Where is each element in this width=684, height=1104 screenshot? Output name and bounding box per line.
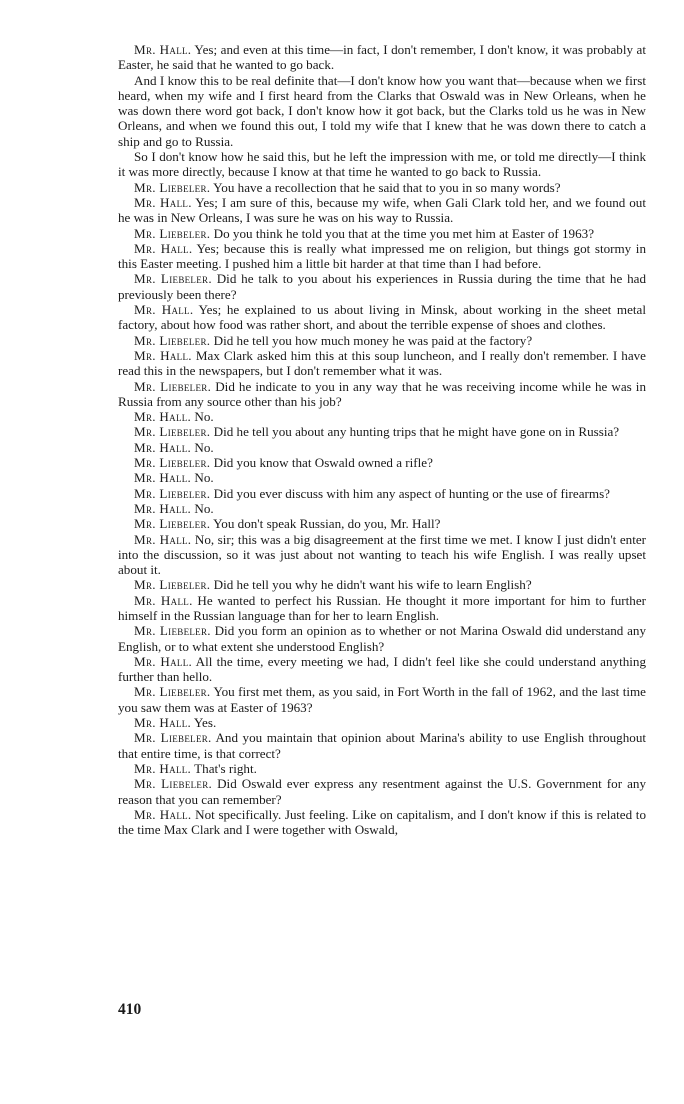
paragraph-text: Yes; because this is really what impressed me on religion, but things got stormy in this Easter meeting. I pushed him a little bit harder at that time than I had before. <box>118 240 646 272</box>
paragraph <box>118 807 646 838</box>
paragraph <box>118 73 646 149</box>
paragraph-text: Do you think he told you that at the time you met him at Easter of 1963? <box>210 225 595 241</box>
paragraph-text: Not specifically. Just feeling. Like on capitalism, and I don't know if this is related to the time Max Clark and I were together with Oswald, <box>118 806 646 838</box>
speaker-label: Mr. Hall. <box>134 42 192 57</box>
speaker-label: Mr. Liebeler. <box>134 332 211 348</box>
paragraph-text: You first met them, as you said, in Fort Worth in the fall of 1962, and the last time you saw them was at Easter of 1963? <box>118 684 646 715</box>
paragraph <box>118 302 646 333</box>
paragraph <box>118 486 646 501</box>
paragraph <box>118 577 646 592</box>
speaker-label: Mr. Hall. <box>134 715 192 731</box>
speaker-label: Mr. Liebeler. <box>134 225 211 241</box>
speaker-label: Mr. Liebeler. <box>134 179 211 195</box>
page-number: 410 <box>118 1001 142 1018</box>
paragraph <box>118 440 646 455</box>
speaker-label: Mr. Hall. <box>134 760 192 776</box>
paragraph <box>118 379 646 410</box>
paragraph-text: So I don't know how he said this, but he left the impression with me, or told me directly—I think it was more directly, because I know at that time he wanted to go back to Russia. <box>118 149 646 180</box>
paragraph <box>118 532 646 578</box>
speaker-label: Mr. Hall. <box>134 653 193 669</box>
paragraph <box>118 776 646 807</box>
paragraph <box>118 42 646 73</box>
paragraph <box>118 715 646 730</box>
paragraph-text: Did he tell you why he didn't want his wife to learn English? <box>210 577 532 593</box>
speaker-label: Mr. Liebeler. <box>134 730 212 746</box>
paragraph-text: No. <box>191 409 214 425</box>
paragraph <box>118 180 646 195</box>
speaker-label: Mr. Hall. <box>134 531 192 547</box>
speaker-label: Mr. Hall. <box>134 470 192 486</box>
paragraph <box>118 623 646 654</box>
paragraph-text: Did you ever discuss with him any aspect of hunting or the use of firearms? <box>210 485 610 501</box>
speaker-label: Mr. Liebeler. <box>134 455 211 471</box>
paragraph <box>118 684 646 715</box>
speaker-label: Mr. Liebeler. <box>134 378 212 394</box>
speaker-label: Mr. Hall. <box>134 194 192 210</box>
paragraph <box>118 226 646 241</box>
paragraph-text: No. <box>191 439 214 455</box>
transcript-body <box>118 42 646 837</box>
paragraph-text: Yes; and even at this time—in fact, I don't remember, I don't know, it was probably at Easter, he said that he wanted to go back. <box>118 42 646 73</box>
paragraph <box>118 516 646 531</box>
speaker-label: Mr. Hall. <box>134 302 194 318</box>
paragraph <box>118 593 646 624</box>
speaker-label: Mr. Liebeler. <box>134 776 213 792</box>
speaker-label: Mr. Hall. <box>134 500 192 516</box>
paragraph <box>118 501 646 516</box>
paragraph <box>118 730 646 761</box>
paragraph <box>118 409 646 424</box>
paragraph <box>118 470 646 485</box>
paragraph-text: All the time, every meeting we had, I didn't feel like she could understand anything further than hello. <box>118 653 646 685</box>
paragraph <box>118 241 646 272</box>
speaker-label: Mr. Hall. <box>134 592 193 608</box>
speaker-label: Mr. Liebeler. <box>134 623 211 639</box>
speaker-label: Mr. Liebeler. <box>134 424 211 440</box>
paragraph-text: Max Clark asked him this at this soup luncheon, and I really don't remember. I have read this in the newspapers, but I don't remember what it was. <box>118 347 646 379</box>
paragraph-text: Did you know that Oswald owned a rifle? <box>210 455 433 471</box>
speaker-label: Mr. Liebeler. <box>134 577 211 593</box>
paragraph-text: Did he talk to you about his experiences in Russia during the time that he had previously been there? <box>118 271 646 302</box>
paragraph-text: You don't speak Russian, do you, Mr. Hall? <box>210 516 441 532</box>
paragraph <box>118 348 646 379</box>
paragraph <box>118 455 646 470</box>
paragraph <box>118 654 646 685</box>
paragraph <box>118 149 646 180</box>
speaker-label: Mr. Liebeler. <box>134 516 211 532</box>
paragraph-text: Yes; he explained to us about living in Minsk, about working in the sheet metal factory, about how food was rather short, and about the terrible expense of shoes and clothes. <box>118 302 646 333</box>
paragraph-text: You have a recollection that he said that to you in so many words? <box>210 179 561 195</box>
paragraph-text: Yes. <box>191 715 217 731</box>
speaker-label: Mr. Hall. <box>134 409 192 425</box>
speaker-label: Mr. Liebeler. <box>134 271 212 287</box>
paragraph-text: He wanted to perfect his Russian. He thought it more important for him to further himself in the Russian language than for her to learn English. <box>118 592 646 623</box>
speaker-label: Mr. Liebeler. <box>134 684 211 700</box>
paragraph <box>118 271 646 302</box>
paragraph-text: And you maintain that opinion about Marina's ability to use English throughout that entire time, is that correct? <box>118 730 647 761</box>
speaker-label: Mr. Hall. <box>134 347 192 363</box>
paragraph-text: No. <box>191 500 214 516</box>
speaker-label: Mr. Liebeler. <box>134 485 211 501</box>
paragraph-text: Did you form an opinion as to whether or not Marina Oswald did understand any English, or to what extent she understood English? <box>118 623 647 654</box>
speaker-label: Mr. Hall. <box>134 806 192 822</box>
paragraph-text: Did Oswald ever express any resentment against the U.S. Government for any reason that you can remember? <box>118 776 646 807</box>
paragraph <box>118 195 646 226</box>
speaker-label: Mr. Hall. <box>134 439 192 455</box>
paragraph-text: Did he indicate to you in any way that he was receiving income while he was in Russia from any source other than his job? <box>118 378 646 409</box>
paragraph-text: Did he tell you about any hunting trips that he might have gone on in Russia? <box>210 424 620 440</box>
paragraph-text: And I know this to be real definite that—I don't know how you want that—because when we first heard, when my wife and I first heard from the Clarks that Oswald was in New Orleans, when he was down there word got back, I don't know how it got back, but the Clarks told us he was in New Orleans, and when we found this out, I told my wife that I knew that he was down there to catch a ship and go to Russia. <box>118 72 646 149</box>
paragraph-text: That's right. <box>191 760 257 776</box>
paragraph-text: No, sir; this was a big disagreement at the first time we met. I know I just didn't enter into the discussion, so it was just about not wanting to teach his wife English. I was really upset about it. <box>118 531 647 578</box>
paragraph-text: Yes; I am sure of this, because my wife, when Gali Clark told her, and we found out he was in New Orleans, I was sure he was on his way to Russia. <box>118 194 646 226</box>
paragraph-text: No. <box>191 470 214 486</box>
paragraph <box>118 333 646 348</box>
paragraph-text: Did he tell you how much money he was paid at the factory? <box>210 332 533 348</box>
paragraph <box>118 761 646 776</box>
paragraph <box>118 424 646 439</box>
speaker-label: Mr. Hall. <box>134 240 193 256</box>
